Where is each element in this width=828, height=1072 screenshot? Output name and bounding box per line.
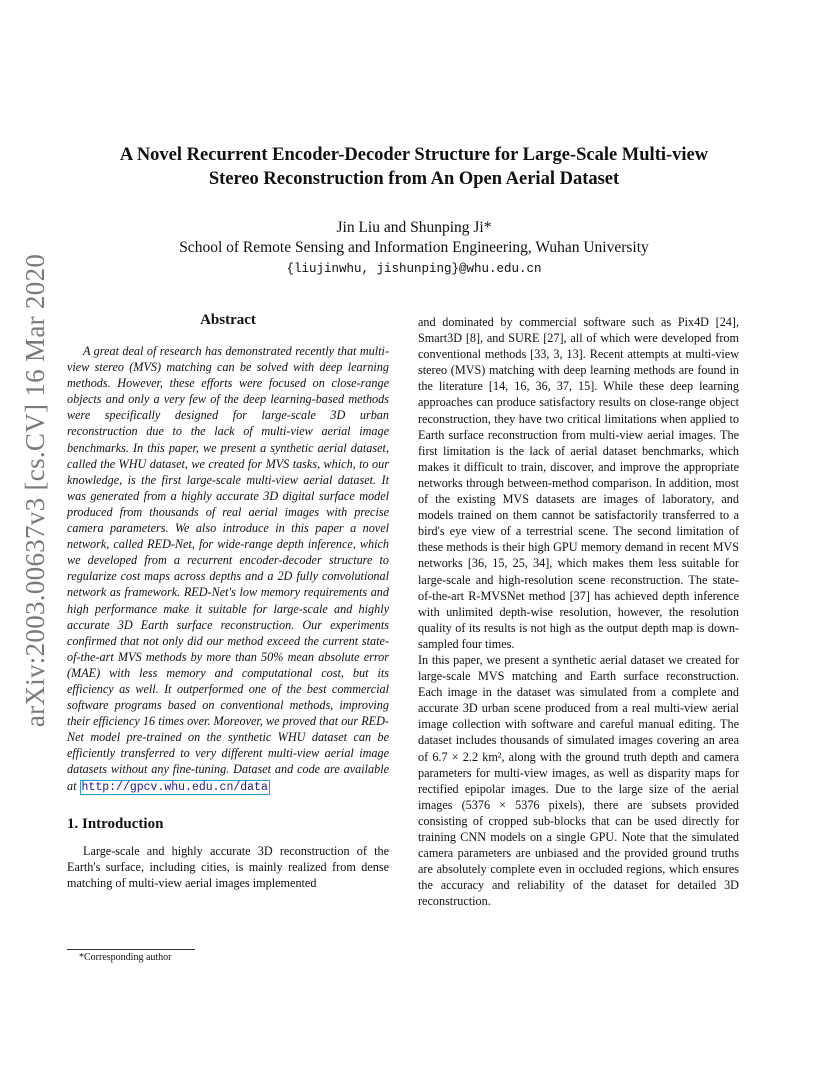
author-email: {liujinwhu, jishunping}@whu.edu.cn: [286, 262, 542, 276]
paper-title: [60, 143, 768, 191]
abstract-text: A great deal of research has demonstrated recently that multi-view stereo (MVS) matching can be solved with deep learning methods. However, these efforts were focused on close-range objects and only a very few of the deep learning-based methods were specifically designed for large-scale 3D urban reconstruction due to the lack of multi-view aerial image benchmarks. In this paper, we present a synthetic aerial dataset, called the WHU dataset, we created for MVS tasks, which, to our knowledge, is the first large-scale multi-view aerial dataset. It was generated from a highly accurate 3D digital surface model produced from thousands of real aerial images with precise camera parameters. We also introduce in this paper a novel network, called RED-Net, for wide-range depth inference, which we developed from a recurrent encoder-decoder structure to regularize cost maps across depths and a 2D fully convolutional network as framework. RED-Net's low memory requirements and high performance make it suitable for large-scale and highly accurate 3D Earth surface reconstruction. Our experiments confirmed that not only did our method exceed the current state-of-the-art MVS methods by more than 50% mean absolute error (MAE) with less memory and computational cost, but its efficiency as well. It outperformed one of the best commercial software programs based on conventional methods, improving their efficiency 16 times over. Moreover, we proved that our RED-Net model pre-trained on the synthetic WHU dataset can be efficiently transferred to very different multi-view aerial image datasets without any fine-tuning. Dataset and code are available at: [67, 344, 389, 793]
introduction-paragraph: Large-scale and highly accurate 3D reconstruction of the Earth's surface, including cities, is mainly realized from dense matching of multi-view aerial images implemented: [67, 843, 389, 890]
left-column: [67, 312, 389, 891]
abstract-body: [67, 343, 389, 796]
abstract-heading: Abstract: [200, 312, 256, 328]
author-list: Jin Liu and Shunping Ji*: [336, 219, 492, 236]
affiliation: School of Remote Sensing and Information Engineering, Wuhan University: [179, 239, 649, 256]
arxiv-identifier: [16, 253, 56, 727]
right-column: [418, 314, 739, 909]
footnote: *Corresponding author: [79, 952, 172, 963]
arxiv-identifier-text: arXiv:2003.00637v3 [cs.CV] 16 Mar 2020: [20, 253, 51, 727]
title-line-2: Stereo Reconstruction from An Open Aerial Dataset: [208, 169, 620, 189]
right-paragraph-2: In this paper, we present a synthetic aerial dataset we created for large-scale MVS matching and Earth surface reconstruction. Each image in the dataset was simulated from a complete and accurate 3D urban scene produced from a real multi-view aerial image collection with software and careful manual editing. The dataset includes thousands of simulated images covering an area of 6.7 × 2.2 km², along with the ground truth depth and camera parameters for multi-view images, as well as disparity maps for rectified epipolar images. Due to the large size of the aerial images (5376 × 5376 pixels), there are subsets provided consisting of cropped sub-blocks that can be used directly for training CNN models on a single GPU. Note that the simulated camera parameters are unbiased and the provided ground truths are absolutely complete even in occluded regions, which ensures the accuracy and reliability of the dataset for detailed 3D reconstruction.: [418, 652, 739, 909]
introduction-heading: 1. Introduction: [67, 815, 164, 832]
footnote-rule: [67, 949, 195, 950]
dataset-link[interactable]: http://gpcv.whu.edu.cn/data: [81, 780, 268, 794]
right-paragraph-1: and dominated by commercial software such as Pix4D [24], Smart3D [8], and SURE [27], all of which were developed from conventional methods [33, 3, 13]. Recent attempts at multi-view stereo (MVS) matching with deep learning methods are found in the literature [14, 16, 36, 37, 15]. While these deep learning approaches can produce satisfactory results on close-range object reconstruction, they have two critical limitations when applied to Earth surface reconstruction from multi-view aerial images. The first limitation is the lack of aerial dataset benchmarks, which makes it difficult to train, discover, and improve the appropriate networks through between-method comparison. In addition, most of the existing MVS datasets are images of laboratory, and models trained on them cannot be satisfactorily transferred to a bird's eye view of a terrestrial scene. The second limitation of these methods is their high GPU memory demand in recent MVS networks [36, 15, 25, 34], which makes them less suitable for large-scale and high-resolution scene reconstruction. The state-of-the-art R-MVSNet method [37] has achieved depth inference with unlimited depth-wise resolution, however, the resolution quality of its results is not high as the output depth map is down-sampled four times.: [418, 315, 739, 651]
title-line-1: A Novel Recurrent Encoder-Decoder Structure for Large-Scale Multi-view: [119, 145, 709, 165]
